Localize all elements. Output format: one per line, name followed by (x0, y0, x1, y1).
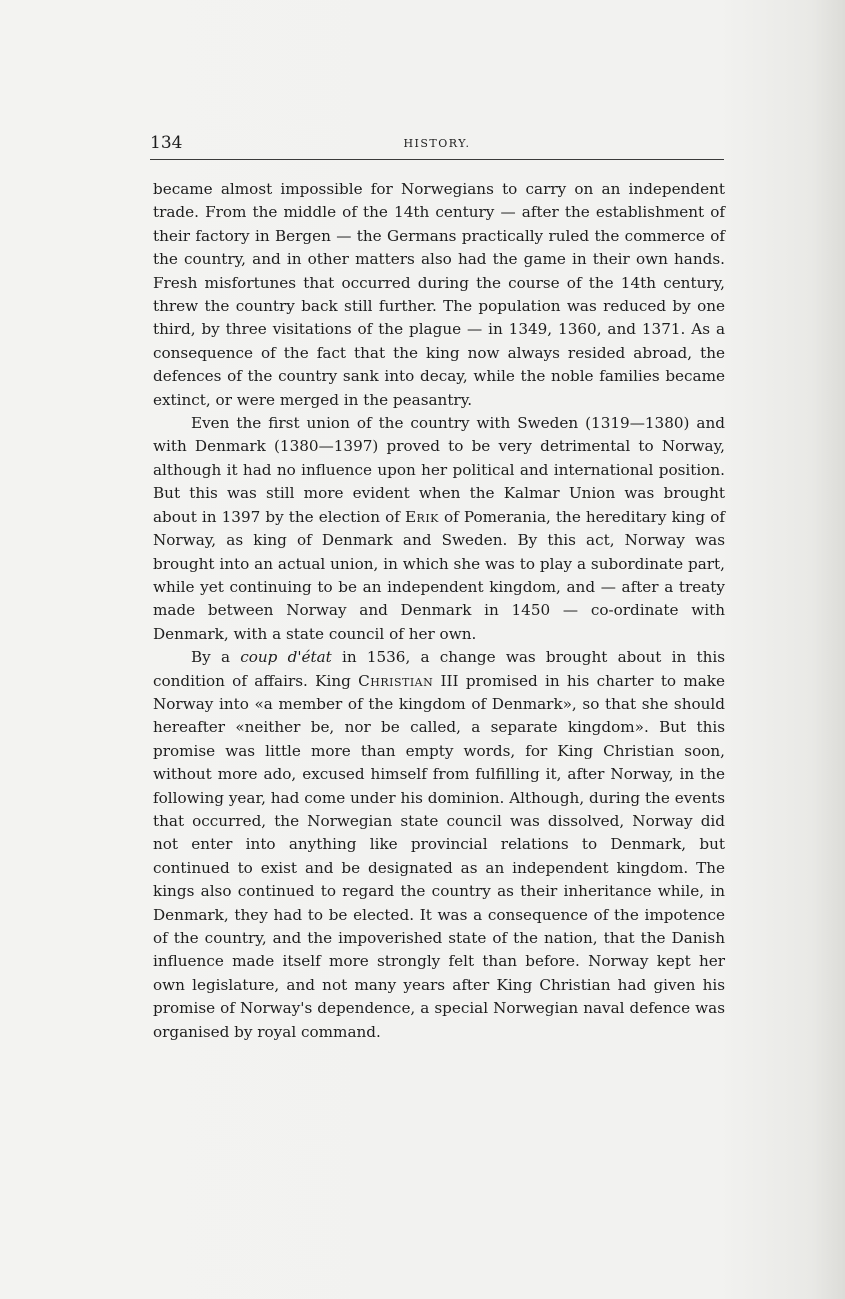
italic-phrase: coup d'état (240, 648, 332, 667)
paragraph-text: Even the first union of the country with Sweden (1319—1380) and with Denmark (1380—1397) proved to be very detrimental to Norway, although it had no influence upon her political and international position. But this was still more evident when the Kalmar Union was brought about in 1397 by the election of (153, 414, 725, 526)
paragraph-2 (153, 412, 725, 646)
running-title: HISTORY. (403, 137, 471, 150)
page-header (150, 133, 724, 155)
page-number: 134 (150, 133, 183, 153)
paragraph-text: of Pomerania, the hereditary king of Norway, as king of Denmark and Sweden. By this act, Norway was brought into an actual union, in which she was to play a subordinate part, while yet continuing to be an independent kingdom, and — after a treaty made between Norway and Denmark in 1450 — co-ordinate with Denmark, with a state council of her own. (153, 507, 726, 643)
paragraph-3 (153, 646, 725, 1044)
small-caps-name: Erik (404, 507, 439, 526)
paragraph-text: became almost impossible for Norwegians to carry on an independent trade. From the middle of the 14th century — after the establishment of their factory in Bergen — the Germans practically ruled the commerce of the country, and in other matters also had the game in their own hands. Fresh misfortunes that occurred during the course of the 14th century, threw the country back still further. The population was reduced by one third, by three visitations of the plague — in 1349, 1360, and 1371. As a consequence of the fact that the king now always resided abroad, the defences of the country sank into decay, while the noble families became extinct, or were merged in the peasantry. (153, 180, 725, 409)
body-text (153, 178, 725, 1044)
paragraph-1 (153, 178, 725, 412)
header-rule (150, 159, 724, 160)
small-caps-name: Christian (358, 671, 434, 690)
paragraph-text: III promised in his charter to make Norway into «a member of the kingdom of Denmark», so that she should hereafter «neither be, nor be called, a separate kingdom». But this promise was little more than empty words, for King Christian soon, without more ado, excused himself from fulfilling it, after Norway, in the following year, had come under his dominion. Although, during the events that occurred, the Norwegian state council was dissolved, Norway did not enter into anything like provincial relations to Denmark, but continued to exist and be designated as an independent kingdom. The kings also continued to regard the country as their inheritance while, in Denmark, they had to be elected. It was a consequence of the impotence of the country, and the impoverished state of the nation, that the Danish influence made itself more strongly felt than before. Norway kept her own legislature, and not many years after King Christian had given his promise of Norway's dependence, a special Norwegian naval defence was organised by royal command. (153, 671, 726, 1041)
paragraph-text: in 1536, a change was brought about in this condition of affairs. King (153, 648, 726, 690)
paragraph-text: By a (191, 648, 231, 667)
